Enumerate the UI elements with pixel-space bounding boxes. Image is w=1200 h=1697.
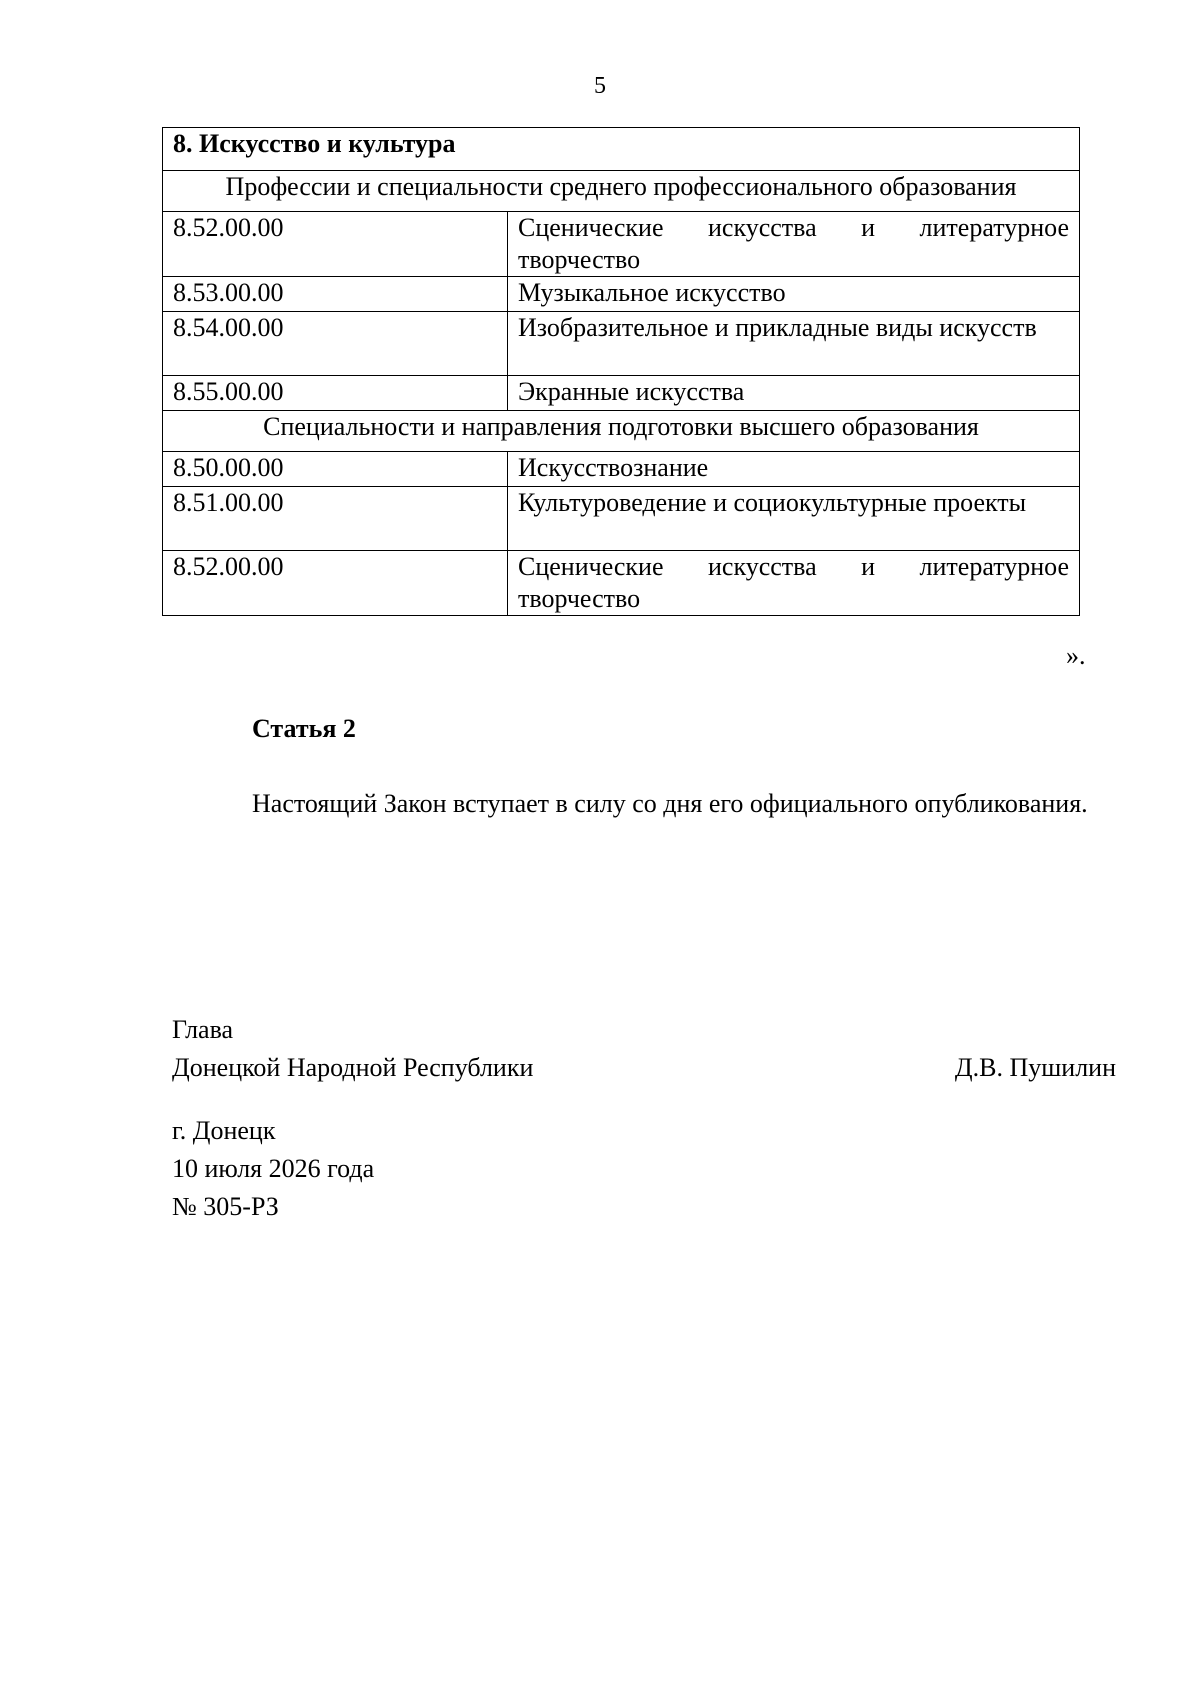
page-number: 5 — [594, 73, 606, 99]
table-row — [163, 212, 1080, 277]
table-section-row — [163, 128, 1080, 171]
table-row — [163, 551, 1080, 616]
table-group-header-row — [163, 171, 1080, 212]
code-cell: 8.52.00.00 — [163, 212, 508, 277]
signatory-name: Д.В. Пушилин — [954, 1053, 1116, 1082]
signatory-title-line2: Донецкой Народной Республики — [172, 1053, 534, 1082]
table-group-header-row — [163, 411, 1080, 452]
table-row — [163, 487, 1080, 551]
code-cell: 8.54.00.00 — [163, 312, 508, 376]
signature-block — [172, 1011, 1116, 1087]
article-body: Настоящий Закон вступает в силу со дня его официального опубликования. — [252, 789, 1088, 818]
group-header-secondary: Профессии и специальности среднего профессионального образования — [163, 171, 1080, 212]
law-number: № 305-РЗ — [172, 1192, 279, 1221]
name-cell: Сценические искусства и литературное творчество — [508, 212, 1080, 277]
table-row — [163, 312, 1080, 376]
article-heading: Статья 2 — [252, 714, 356, 743]
name-cell: Искусствознание — [508, 452, 1080, 487]
date: 10 июля 2026 года — [172, 1154, 375, 1183]
specialties-table — [162, 127, 1080, 616]
code-cell: 8.50.00.00 — [163, 452, 508, 487]
section-title: 8. Искусство и культура — [163, 128, 1080, 171]
group-header-higher: Специальности и направления подготовки высшего образования — [163, 411, 1080, 452]
table-row — [163, 277, 1080, 312]
closing-quote: ». — [1066, 641, 1086, 670]
code-cell: 8.51.00.00 — [163, 487, 508, 551]
code-cell: 8.52.00.00 — [163, 551, 508, 616]
signatory-title-line1: Глава — [172, 1015, 234, 1044]
city: г. Донецк — [172, 1116, 276, 1145]
name-cell: Музыкальное искусство — [508, 277, 1080, 312]
code-cell: 8.53.00.00 — [163, 277, 508, 312]
place-date-block — [172, 1112, 374, 1226]
table-row — [163, 376, 1080, 411]
signature-row — [172, 1049, 1116, 1087]
name-cell: Культуроведение и социокультурные проекты — [508, 487, 1080, 551]
code-cell: 8.55.00.00 — [163, 376, 508, 411]
name-cell: Изобразительное и прикладные виды искусств — [508, 312, 1080, 376]
table-row — [163, 452, 1080, 487]
name-cell: Экранные искусства — [508, 376, 1080, 411]
name-cell: Сценические искусства и литературное творчество — [508, 551, 1080, 616]
